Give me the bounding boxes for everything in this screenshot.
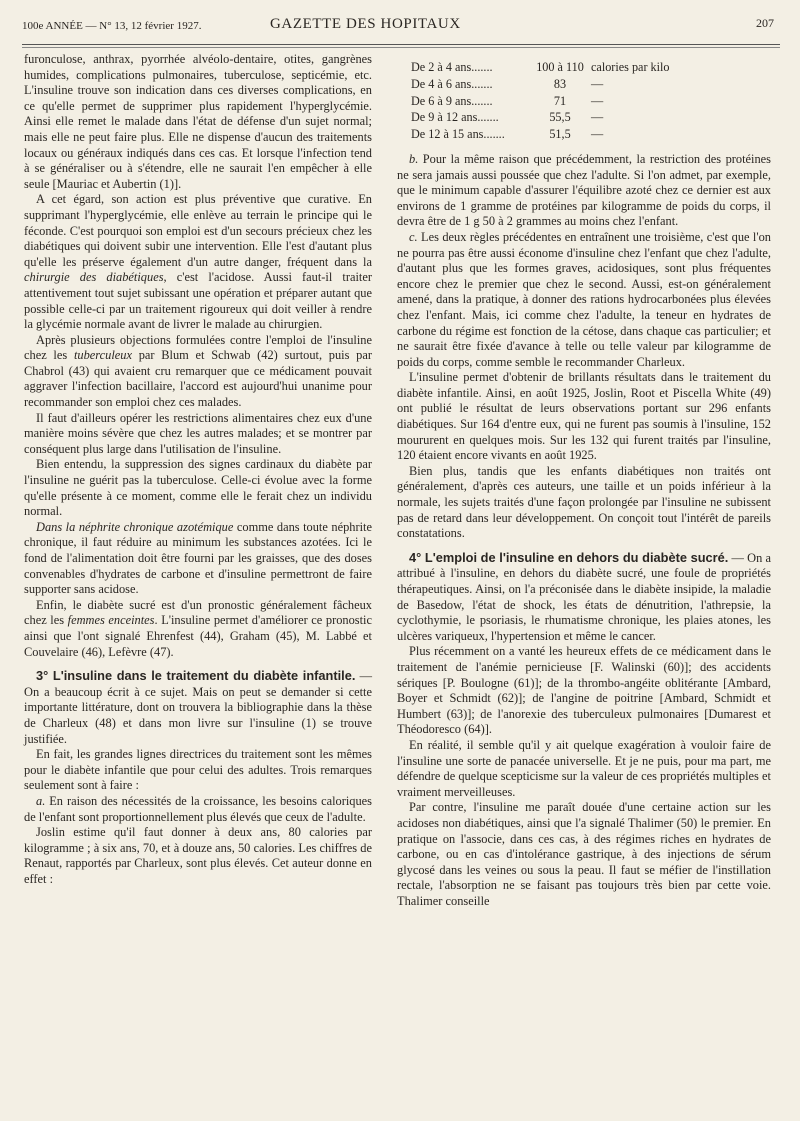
table-row: De 6 à 9 ans....... 71 —	[411, 93, 604, 108]
section-heading: 4° L'emploi de l'insuline en dehors du diabète sucré.	[409, 549, 729, 565]
header-rule	[22, 44, 780, 45]
section-heading: 3° L'insuline dans le traitement du diabète infantile.	[36, 668, 356, 684]
paragraph: L'insuline permet d'obtenir de brillants résultats dans le traitement du diabète infantile. Ainsi, en août 1925, Joslin, Root et Piscella White (49) ont publié le résultat de leurs observations portant sur 296 enfants diabétiques. Sur 164 d'entre eux, qui ne furent pas soumis à l'insuline, 152 moururent en quelques mois. Sur les 132 qui furent traités par l'insuline, 120 étaient encore vivants en août 1925.	[397, 370, 771, 463]
header-rule-secondary	[22, 47, 780, 48]
paragraph: c. Les deux règles précédentes en entraînent une troisième, c'est que l'on ne pourra pas être aussi économe d'insuline chez l'enfant que chez l'adulte, d'autant plus que les formes graves, acidosiques, sont plus fréquentes encore chez le premier que chez le second. Aussi, est-on généralement amené, dans la pratique, à donner des rations hydrocarbonées plus élevées chez l'enfant. Mais, ici comme chez l'adulte, la teneur en hydrates de carbone du régime est fonction de la cétose, dans chaque cas particulier; et ne saurait être fixée d'avance à telle ou telle valeur par kilogramme de poids du corps, comme semble le recommander Charleux.	[397, 229, 771, 369]
issue-number: — N° 13, 12 février 1927.	[85, 20, 202, 32]
paragraph: b. Pour la même raison que précédemment, la restriction des protéines ne sera jamais aussi poussée que chez l'adulte. Si l'on admet, par exemple, que le minimum capable d'assurer l'équilibre azoté chez ce dernier est aux environs de 1 gramme de protéines par kilogramme de poids du corps, il devra être de 1 g 50 à 2 grammes au moins chez l'enfant.	[397, 151, 771, 229]
paragraph: Enfin, le diabète sucré est d'un pronostic généralement fâcheux chez les femmes enceintes. L'insuline permet d'améliorer ce pronostic ainsi que l'ont signalé Ehrenfest (44), Graham (45), M. Labbé et Couvelaire (46), Lefèvre (47).	[24, 597, 372, 659]
right-column	[397, 52, 771, 909]
paragraph: Après plusieurs objections formulées contre l'emploi de l'insuline chez les tuberculeux par Blum et Schwab (42) surtout, puis par Chabrol (43) qui avaient cru remarquer que ce médicament pouvait aggraver l'infection bacillaire, l'accord est aujourd'hui unanime pour recommander son emploi chez ces malades.	[24, 332, 373, 410]
journal-title: GAZETTE DES HOPITAUX	[270, 16, 461, 32]
table-row: De 2 à 4 ans....... 100 à 110 calories par kilo	[411, 60, 670, 74]
paragraph: a. En raison des nécessités de la croissance, les besoins caloriques de l'enfant sont proportionnellement plus élevés que ceux de l'adulte.	[24, 793, 372, 824]
paragraph: En fait, les grandes lignes directrices du traitement sont les mêmes pour le diabète infantile que pour celui des adultes. Trois remarques seulement sont à faire :	[24, 747, 372, 793]
paragraph: Par contre, l'insuline me paraît douée d'une certaine action sur les acidoses non diabétiques, ainsi que l'a signalé Thalimer (50) le premier. En pratique on l'associe, dans ces cas, à des régimes riches en hydrates de carbone, ou en cas d'intolérance gastrique, à des injections de sérum glycosé dans les veines ou sous la peau. Il faut se méfier de l'instillation rectale, l'absorption ne se faisant pas toujours très bien par cette voie. Thalimer conseille	[397, 800, 771, 908]
paragraph: furonculose, anthrax, pyorrhée alvéolo-dentaire, otites, gangrènes humides, complications pulmonaires, tuberculose, septicémie, etc. L'insuline trouve son indication dans ces diverses complications, en ce qu'elle permet de supprimer plus rapidement l'hyperglycémie. Ainsi elle remet le malade dans l'état de défense d'un sujet normal; mais elle ne peut faire plus. Elle ne dispense d'aucun des traitements locaux ou généraux indiqués dans ces cas. Et lorsque l'infection tend à se généraliser ou à s'étendre, elle ne saurait l'en empêcher à elle seule [Mauriac et Aubertin (1)].	[24, 52, 372, 191]
left-column	[24, 52, 372, 887]
paragraph: Plus récemment on a vanté les heureux effets de ce médicament dans le traitement de l'anémie pernicieuse [F. Walinski (60)]; des accidents sériques [P. Boulogne (61)]; de la thrombo-angéite oblitérante [Ambard, Boyer et Schmidt (62)]; de l'angine de poitrine [Ambard, Schmidt et Humbert (63)]; de l'anorexie des tuberculeux pulmonaires [Dumarest et Théodoresco (64)].	[397, 644, 771, 737]
section-4: 4° L'emploi de l'insuline en dehors du diabète sucré. — On a attribué à l'insuline, en dehors du diabète sucré, une foule de propriétés thérapeutiques. Ainsi, on l'a préconisée dans le diabète insipide, la maladie de Basedow, l'état de shock, les états de dénutrition, l'athrepsie, la cyclothymie, le psoriasis, le rhumatisme chronique, les plaies atones, les ulcères variqueux, l'hypertension et même le cancer.	[397, 549, 771, 643]
edition-label: 100e ANNÉE	[22, 20, 83, 32]
page-header	[22, 14, 780, 44]
paragraph: En réalité, il semble qu'il y ait quelque exagération à vouloir faire de l'insuline une sorte de panacée universelle. Et je ne puis, pour ma part, me défendre de quelque scepticisme sur la valeur de ces propriétés multiples et vraiment merveilleuses.	[397, 737, 771, 799]
paragraph: Bien plus, tandis que les enfants diabétiques non traités ont généralement, d'après ces auteurs, une taille et un poids inférieur à la normale, les sujets traités d'une façon prolongée par l'insuline ne subissent pas de retard dans leur développement. On conçoit tout l'intérêt de pareils constatations.	[397, 463, 771, 541]
calorie-table	[409, 58, 709, 144]
paragraph: A cet égard, son action est plus préventive que curative. En supprimant l'hyperglycémie, elle enlève au terrain le principe qui le féconde. C'est pourquoi son emploi est d'un secours précieux chez les diabétiques qui doivent subir une intervention. Elle l'est d'autant plus qu'elle les préserve également d'un autre danger, fréquent dans la chirurgie des diabétiques, c'est l'acidose. Aussi faut-il traiter attentivement tout sujet subissant une opération et préparer autant que possible celle-ci par un traitement rigoureux qui doit veiller à rendre la glycémie normale avant de livrer le malade au chirurgien.	[24, 192, 372, 332]
paragraph: Bien entendu, la suppression des signes cardinaux du diabète par l'insuline ne guérit pas la tuberculose. Celle-ci évolue avec la forme qu'elle présente à ce moment, comme elle le ferait chez un individu normal.	[24, 457, 372, 519]
page-number: 207	[756, 16, 774, 30]
issue-info	[22, 20, 201, 32]
paragraph: Il faut d'ailleurs opérer les restrictions alimentaires chez eux d'une manière moins sévère que chez les autres malades; et se montrer par conséquent plus large dans l'utilisation de l'insuline.	[24, 410, 372, 456]
paragraph: Dans la néphrite chronique azotémique comme dans toute néphrite chronique, il faut réduire au minimum les substances azotées. Ici le fond de l'alimentation doit être fourni par les graisses, que des doses convenables d'hydrates de carbone et d'insuline permettront de faire supporter sans acidose.	[24, 519, 372, 597]
table-row: De 4 à 6 ans....... 83 —	[411, 76, 604, 91]
section-3: 3° L'insuline dans le traitement du diabète infantile. — On a beaucoup écrit à ce sujet. Mais on peut se demander si cette importante littérature, dont on trouvera la bibliographie dans la thèse de Charleux (48) et dans mon livre sur l'insuline (1) se trouve justifiée.	[24, 668, 372, 746]
table-row: De 9 à 12 ans....... 55,5 —	[411, 110, 604, 125]
paragraph: Joslin estime qu'il faut donner à deux ans, 80 calories par kilogramme ; à six ans, 70, et à douze ans, 50 calories. Les chiffres de Renaut, rapportés par Charleux, sont plus élevés. Cet auteur donne en effet :	[24, 825, 372, 886]
table-row: De 12 à 15 ans....... 51,5 —	[411, 127, 604, 142]
